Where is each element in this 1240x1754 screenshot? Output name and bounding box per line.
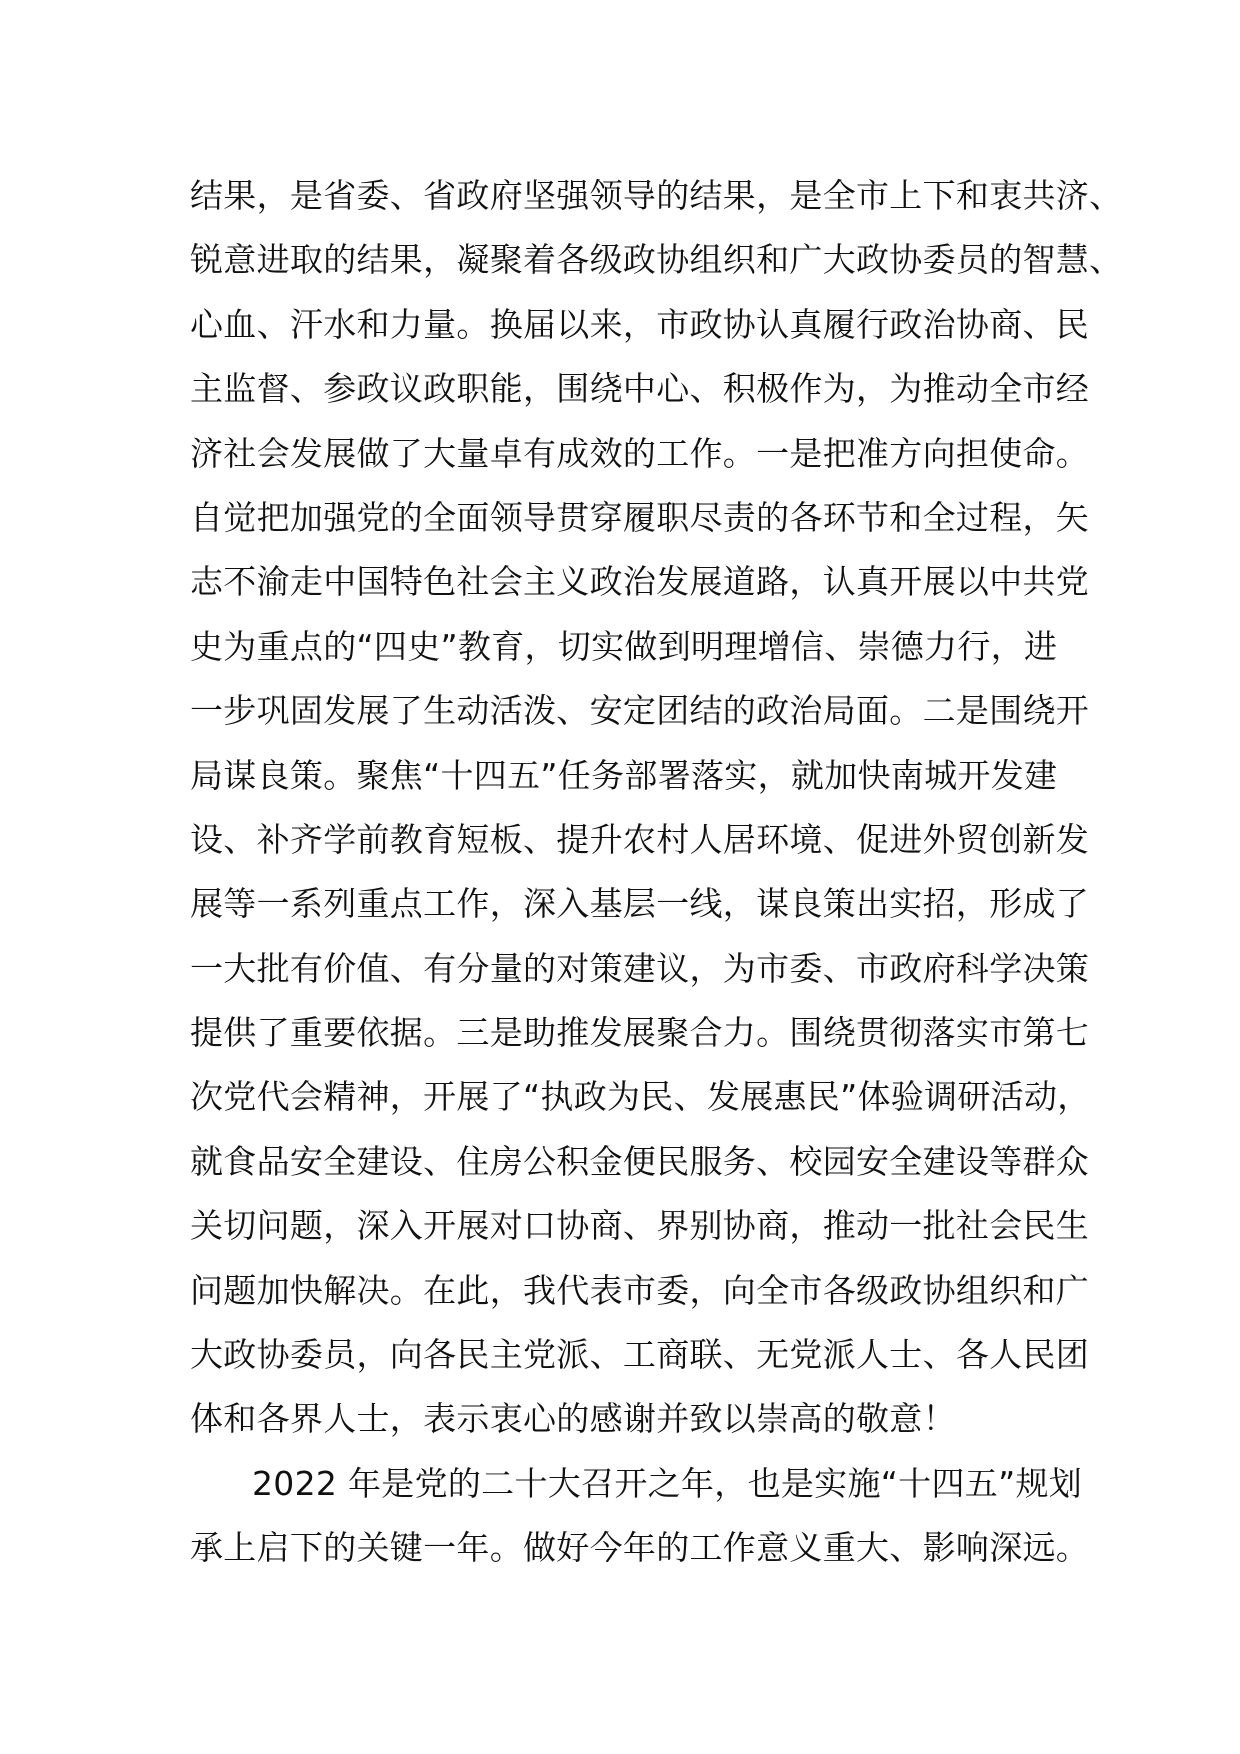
text-line: 展等一系列重点工作，深入基层一线，谋良策出实招，形成了	[190, 884, 1090, 924]
body-text	[190, 164, 1123, 1581]
text-line: 设、补齐学前教育短板、提升农村人居环境、促进外贸创新发	[190, 819, 1090, 859]
text-line: 局谋良策。聚焦“十四五”任务部署落实，就加快南城开发建	[190, 755, 1058, 795]
text-line: 一大批有价值、有分量的对策建议，为市委、市政府科学决策	[190, 948, 1090, 988]
text-line: 史为重点的“四史”教育，切实做到明理增信、崇德力行，进	[190, 626, 1058, 666]
text-line: 关切问题，深入开展对口协商、界别协商，推动一批社会民生	[190, 1206, 1090, 1246]
text-line: 次党代会精神，开展了“执政为民、发展惠民”体验调研活动，	[190, 1077, 1091, 1117]
text-line: 就食品安全建设、住房公积金便民服务、校园安全建设等群众	[190, 1141, 1090, 1181]
text-line: 大政协委员，向各民主党派、工商联、无党派人士、各人民团	[190, 1335, 1090, 1375]
text-line: 一步巩固发展了生动活泼、安定团结的政治局面。二是围绕开	[190, 691, 1090, 731]
text-line: 问题加快解决。在此，我代表市委，向全市各级政协组织和广	[190, 1270, 1090, 1310]
text-line: 锐意进取的结果，凝聚着各级政协组织和广大政协委员的智慧、	[190, 240, 1123, 280]
text-line: 体和各界人士，表示衷心的感谢并致以崇高的敬意！	[190, 1399, 956, 1439]
text-line: 心血、汗水和力量。换届以来，市政协认真履行政治协商、民	[190, 304, 1090, 344]
text-line: 济社会发展做了大量卓有成效的工作。一是把准方向担使命。	[190, 433, 1090, 473]
text-line: 提供了重要依据。三是助推发展聚合力。围绕贯彻落实市第七	[190, 1013, 1090, 1053]
paragraph-first-line: 2022 年是党的二十大召开之年，也是实施“十四五”规划	[252, 1463, 1083, 1503]
text-line: 志不渝走中国特色社会主义政治发展道路，认真开展以中共党	[190, 562, 1090, 602]
text-line: 自觉把加强党的全面领导贯穿履职尽责的各环节和全过程，矢	[190, 497, 1090, 537]
text-line: 主监督、参政议政职能，围绕中心、积极作为，为推动全市经	[190, 369, 1090, 409]
text-line: 承上启下的关键一年。做好今年的工作意义重大、影响深远。	[190, 1528, 1090, 1568]
text-line: 结果，是省委、省政府坚强领导的结果，是全市上下和衷共济、	[190, 176, 1123, 215]
